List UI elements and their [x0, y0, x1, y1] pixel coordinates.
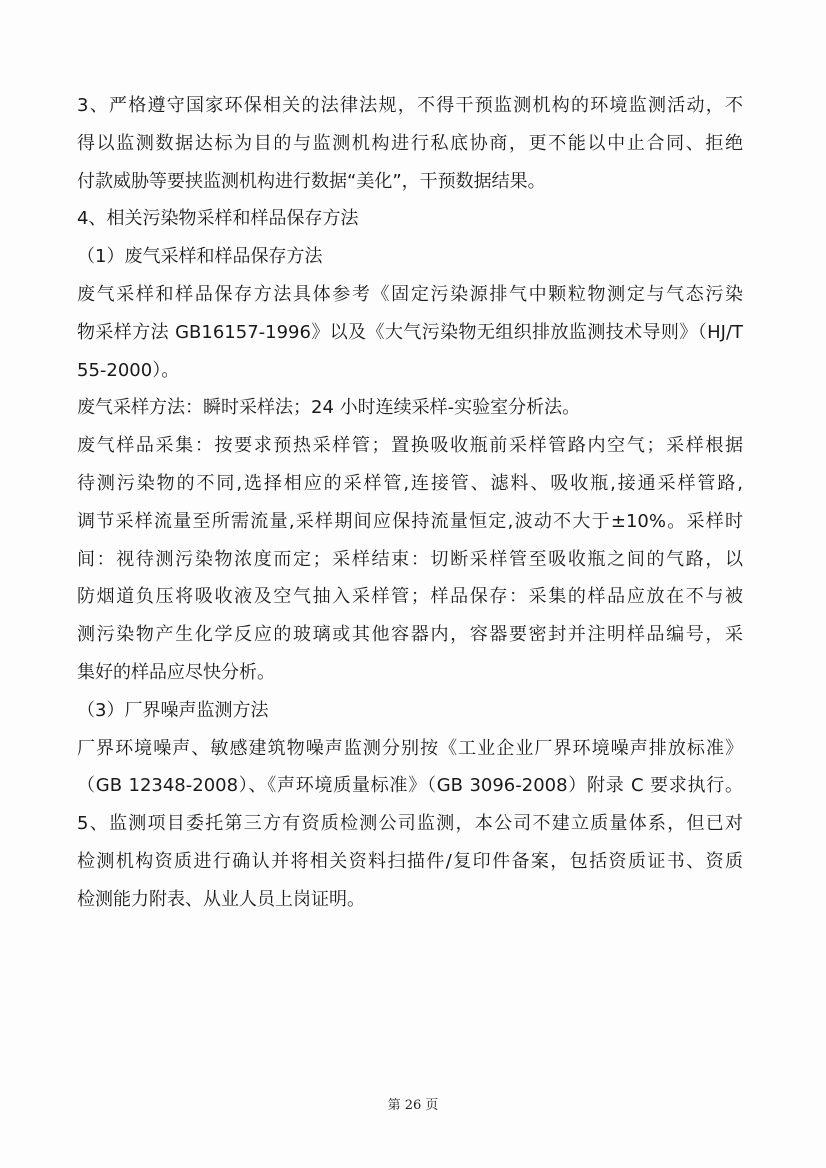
text-line: 间：视待测污染物浓度而定；采样结束：切断采样管至吸收瓶之间的气路，以	[77, 548, 743, 570]
subsection-heading: （1）废气采样和样品保存方法	[77, 246, 323, 268]
text-line: 检测机构资质进行确认并将相关资料扫描件/复印件备案，包括资质证书、资质	[77, 850, 743, 872]
section-heading: 4、相关污染物采样和样品保存方法	[77, 208, 359, 230]
subsection-heading: （3）厂界噪声监测方法	[77, 699, 269, 721]
text-line: 废气采样和样品保存方法具体参考《固定污染源排气中颗粒物测定与气态污染	[77, 283, 743, 305]
text-line: 付款威胁等要挟监测机构进行数据“美化”，干预数据结果。	[77, 170, 546, 192]
document-body	[77, 87, 743, 919]
text-line: 得以监测数据达标为目的与监测机构进行私底协商，更不能以中止合同、拒绝	[77, 132, 743, 154]
text-line: 废气采样方法：瞬时采样法；24 小时连续采样-实验室分析法。	[77, 397, 581, 419]
text-line: 待测污染物的不同,选择相应的采样管,连接管、滤料、吸收瓶,接通采样管路,	[77, 472, 743, 494]
text-line: 防烟道负压将吸收液及空气抽入采样管；样品保存：采集的样品应放在不与被	[77, 586, 743, 608]
text-line: 集好的样品应尽快分析。	[77, 661, 275, 683]
text-line: 检测能力附表、从业人员上岗证明。	[77, 888, 365, 910]
text-line: 测污染物产生化学反应的玻璃或其他容器内，容器要密封并注明样品编号，采	[77, 624, 743, 646]
text-line: 厂界环境噪声、敏感建筑物噪声监测分别按《工业企业厂界环境噪声排放标准》	[77, 737, 743, 759]
text-line: 调节采样流量至所需流量,采样期间应保持流量恒定,波动不大于±10%。采样时	[77, 510, 743, 532]
text-line: 5、监测项目委托第三方有资质检测公司监测，本公司不建立质量体系，但已对	[77, 813, 743, 835]
text-line: （GB 12348-2008）、《声环境质量标准》（GB 3096-2008）附录 C 要求执行。	[77, 775, 743, 797]
page-number: 第 26 页	[387, 1098, 439, 1113]
text-line: 物采样方法 GB16157-1996》以及《大气污染物无组织排放监测技术导则》（HJ/T	[77, 321, 743, 343]
text-line: 3、严格遵守国家环保相关的法律法规，不得干预监测机构的环境监测活动，不	[77, 95, 743, 116]
text-line: 55-2000）。	[77, 359, 180, 381]
text-line: 废气样品采集：按要求预热采样管；置换吸收瓶前采样管路内空气；采样根据	[77, 435, 743, 457]
